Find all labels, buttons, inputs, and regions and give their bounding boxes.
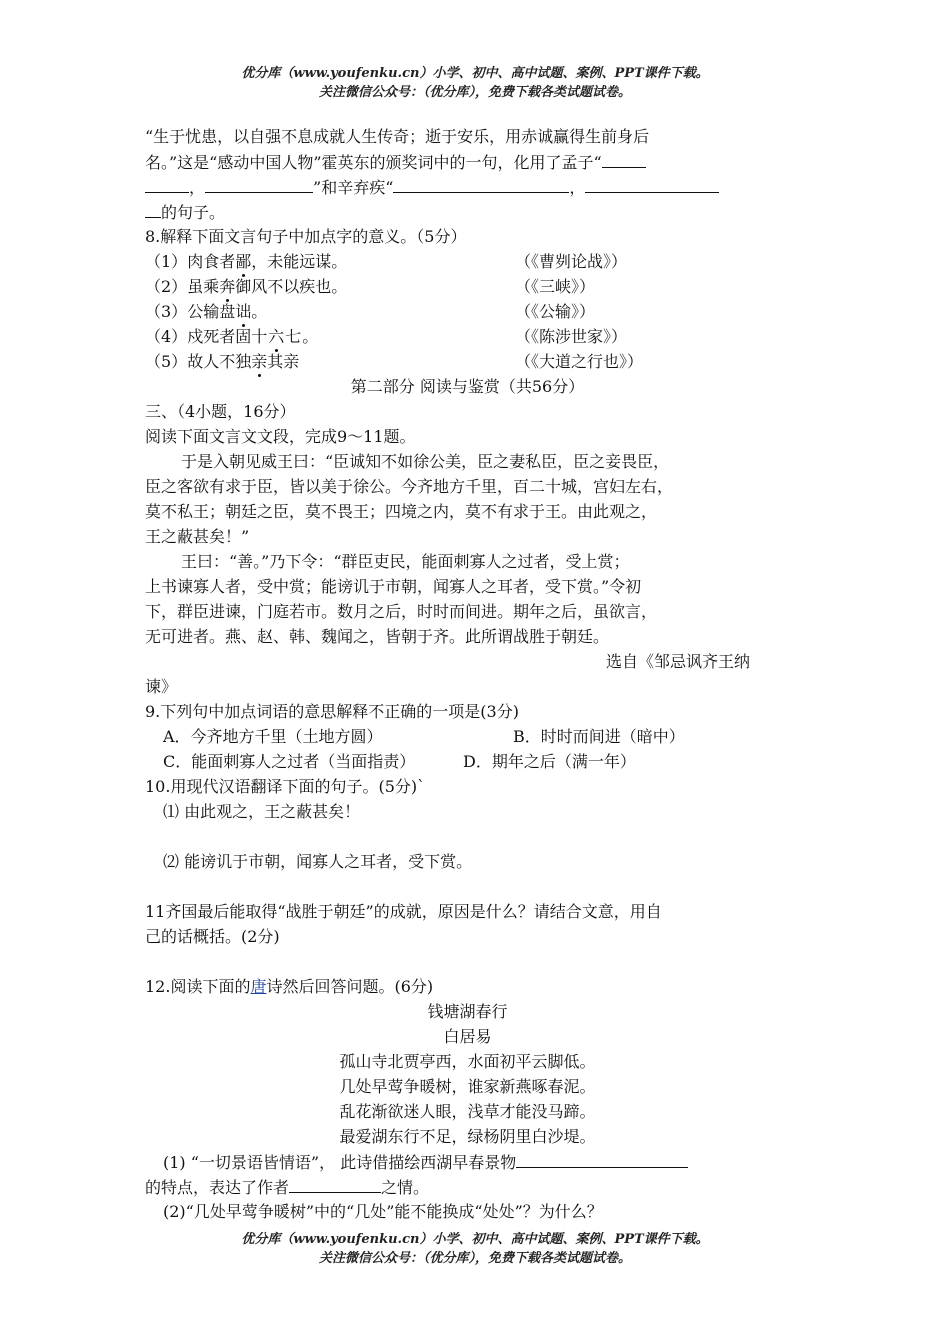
header-line-2: 关注微信公众号：（优分库），免费下载各类试题试卷。: [318, 85, 631, 100]
passage-line: 王之蔽甚矣！”: [145, 527, 250, 546]
q7-blank-2[interactable]: [205, 174, 313, 193]
passage-line: 莫不私王；朝廷之臣，莫不畏王；四境之内，莫不有求于王。由此观之，: [145, 502, 658, 521]
dotted-char: 诎: [235, 302, 252, 321]
page-footer: [0, 1230, 950, 1268]
passage-line: 臣之客欲有求于臣，皆以美于徐公。今齐地方千里，百二十城，宫妇左右，: [145, 477, 674, 496]
q11-line-2: 己的话概括。(2分): [145, 927, 280, 946]
q10-title: 10.用现代汉语翻译下面的句子。(5分)`: [145, 777, 426, 796]
q12-sub1-line-2: 的特点，表达了作者 之情。: [145, 1174, 790, 1199]
section-heading: 三、（4小题，16分）: [145, 402, 296, 421]
q7-blank-4[interactable]: [585, 174, 719, 193]
q10-sentence-1: ⑴ 由此观之，王之蔽甚矣！: [163, 802, 361, 821]
poem-line: 几处早莺争暖树，谁家新燕啄春泥。: [339, 1077, 596, 1096]
poem-line: 乱花渐欲迷人眼，浅草才能没马蹄。: [339, 1102, 596, 1121]
q8-item: （3）公输盘诎。 （《公输》）: [145, 299, 790, 324]
q9-options-row-2: [145, 749, 790, 774]
q8-source: （《曹刿论战》）: [515, 252, 628, 271]
q8-item: （4）戍死者固十六七。 （《陈涉世家》）: [145, 324, 790, 349]
q8-item: （2）虽乘奔御风不以疾也。 （《三峡》）: [145, 274, 790, 299]
passage-source: 选自《邹忌讽齐王纳: [605, 652, 750, 671]
part2-title: 第二部分 阅读与鉴赏（共56分）: [350, 377, 585, 396]
q8-source: （《公输》）: [515, 302, 596, 321]
footer-line-1: 优分库（www.youfenku.cn）小学、初中、高中试题、案例、PPT课件下载。: [241, 1232, 709, 1247]
passage-line: 无可进者。燕、赵、韩、魏闻之，皆朝于齐。此所谓战胜于朝廷。: [145, 627, 610, 646]
poem-line: 孤山寺北贾亭西，水面初平云脚低。: [339, 1052, 596, 1071]
q9-title: 9.下列句中加点词语的意思解释不正确的一项是(3分): [145, 702, 519, 721]
q9-options-row-1: [145, 724, 790, 749]
passage-line: 下，群臣进谏，门庭若市。数月之后，时时而间进。期年之后，虽欲言，: [145, 602, 658, 621]
tang-link[interactable]: 唐: [250, 977, 267, 996]
dotted-char: 亲: [251, 352, 268, 371]
passage: [145, 449, 790, 699]
exam-content: [145, 124, 790, 1224]
passage-line: 上书谏寡人者，受中赏；能谤讥于市朝，闻寡人之耳者，受下赏。”令初: [145, 577, 642, 596]
header-line-1: 优分库（www.youfenku.cn）小学、初中、高中试题、案例、PPT课件下载。: [241, 66, 709, 81]
reading-intro: 阅读下面文言文文段，完成9～11题。: [145, 427, 416, 446]
q10-sentence-2: ⑵ 能谤讥于市朝，闻寡人之耳者，受下赏。: [163, 852, 473, 871]
q7-blank-3[interactable]: [393, 174, 569, 193]
q12-sub2: (2)“几处早莺争暖树”中的“几处”能不能换成“处处”？为什么？: [163, 1202, 603, 1221]
q7-blank-1[interactable]: [602, 149, 646, 168]
q9-option-b: B．时时而间进（暗中）: [513, 727, 685, 746]
q7-blank-4b[interactable]: [145, 199, 161, 218]
q12-title: 12.阅读下面的唐诗然后回答问题。(6分): [145, 977, 434, 996]
q8-source: （《陈涉世家》）: [515, 327, 628, 346]
q12-sub1-line-1: (1) “一切景语皆情语”， 此诗借描绘西湖早春景物: [145, 1149, 790, 1174]
q7-line-4: 的句子。: [145, 199, 790, 224]
q7-line-1: “生于忧患，以自强不息成就人生传奇；逝于安乐，用赤诚赢得生前身后: [145, 127, 650, 146]
q8-item: （5）故人不独亲其亲 （《大道之行也》）: [145, 349, 790, 374]
dotted-char: 鄙: [235, 252, 252, 271]
passage-source-cont: 谏》: [145, 677, 178, 696]
dotted-char: 十六七: [251, 327, 303, 346]
q9-option-a: A．今齐地方千里（土地方圆）: [163, 727, 383, 746]
q12-blank-2[interactable]: [289, 1174, 381, 1193]
footer-line-2: 关注微信公众号：（优分库），免费下载各类试题试卷。: [318, 1251, 631, 1266]
q11-line-1: 11齐国最后能取得“战胜于朝廷”的成就，原因是什么？请结合文意，用自: [145, 902, 662, 921]
q7-line-2: 名。”这是“感动中国人物”霍英东的颁奖词中的一句，化用了孟子“: [145, 149, 790, 174]
q8-source: （《大道之行也》）: [515, 352, 644, 371]
passage-line: 于是入朝见威王曰：“臣诚知不如徐公美，臣之妻私臣，臣之妾畏臣，: [181, 452, 670, 471]
poem-title: 钱塘湖春行: [427, 1002, 508, 1021]
q8-source: （《三峡》）: [515, 277, 596, 296]
poem-line: 最爱湖东行不足，绿杨阴里白沙堤。: [339, 1127, 596, 1146]
q8-title: 8.解释下面文言句子中加点字的意义。（5分）: [145, 227, 467, 246]
poem-author: 白居易: [443, 1027, 492, 1046]
q8-item: （1）肉食者鄙，未能远谋。 （《曹刿论战》）: [145, 249, 790, 274]
page-header: [0, 64, 950, 102]
q7-line-3: ， ”和辛弃疾“ ，: [145, 174, 790, 199]
dotted-char: 奔: [219, 277, 236, 296]
q8-items: [145, 249, 790, 374]
q9-option-d: D．期年之后（满一年）: [463, 752, 636, 771]
passage-line: 王曰：“善。”乃下令：“群臣吏民，能面刺寡人之过者，受上赏；: [181, 552, 630, 571]
q9-option-c: C．能面刺寡人之过者（当面指责）: [163, 752, 416, 771]
q7-blank-1b[interactable]: [145, 174, 189, 193]
q12-blank-1[interactable]: [516, 1149, 688, 1168]
